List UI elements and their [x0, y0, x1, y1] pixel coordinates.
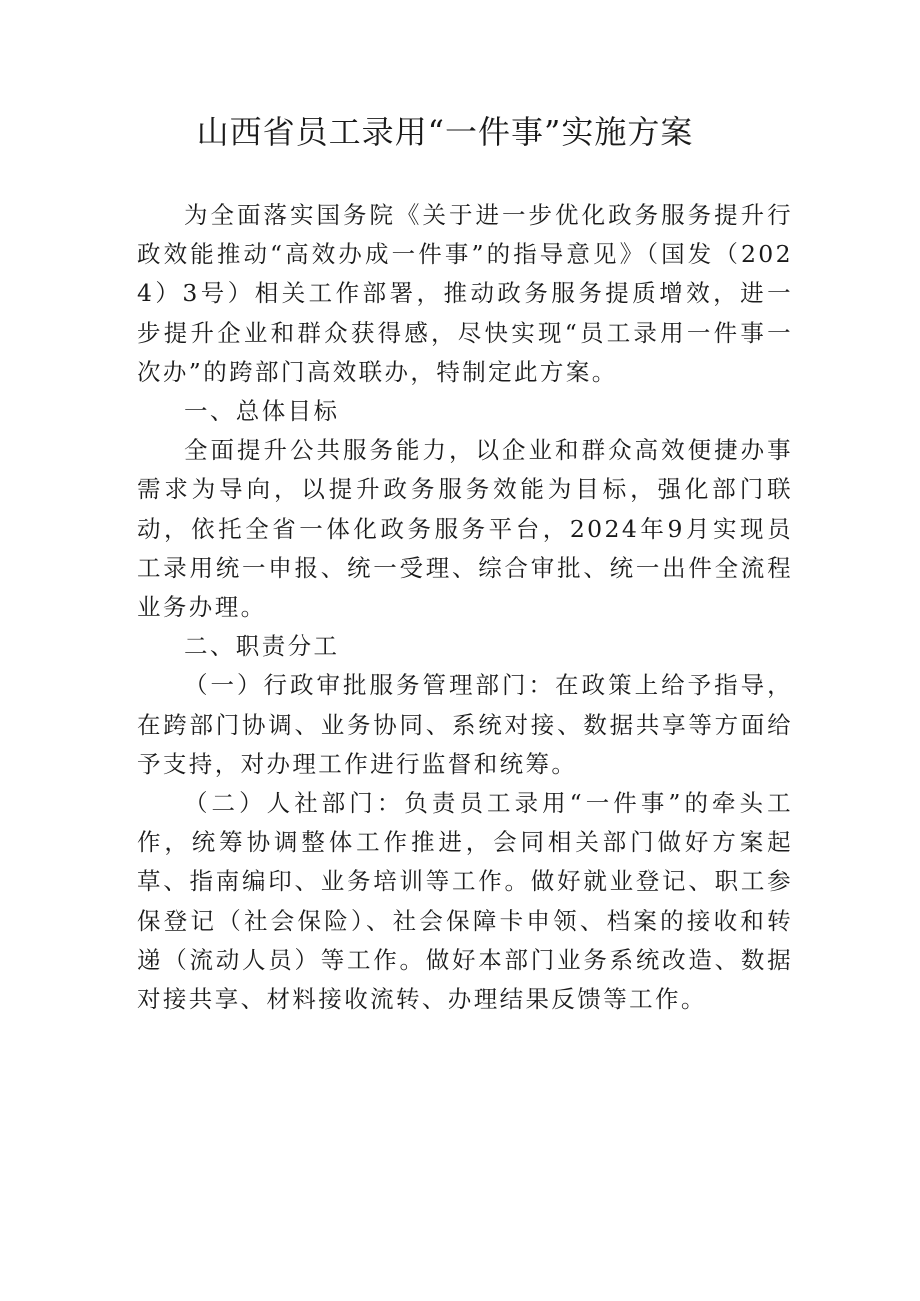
document-title: 山西省员工录用“一件事”实施方案 [196, 113, 694, 151]
duty-paragraph-approval-dept: （一）行政审批服务管理部门：在政策上给予指导，在跨部门协调、业务协同、系统对接、数据共享等方面给予支持，对办理工作进行监督和统筹。 [137, 671, 793, 778]
duty-paragraph-hr-dept: （二）人社部门：负责员工录用“一件事”的牵头工作，统筹协调整体工作推进，会同相关部门做好方案起草、指南编印、业务培训等工作。做好就业登记、职工参保登记（社会保险）、社会保障卡申领、档案的接收和转递（流动人员）等工作。做好本部门业务系统改造、数据对接共享、材料接收流转、办理结果反馈等工作。 [137, 789, 793, 1014]
section-heading-goals: 一、总体目标 [184, 397, 340, 426]
goals-paragraph: 全面提升公共服务能力，以企业和群众高效便捷办事需求为导向，以提升政务服务效能为目标，强化部门联动，依托全省一体化政务服务平台，2024年9月实现员工录用统一申报、统一受理、综合审批、统一出件全流程业务办理。 [137, 436, 793, 622]
section-heading-duties: 二、职责分工 [184, 632, 340, 661]
intro-paragraph: 为全面落实国务院《关于进一步优化政务服务提升行政效能推动“高效办成一件事”的指导意见》（国发（2024）3号）相关工作部署，推动政务服务提质增效，进一步提升企业和群众获得感，尽快实现“员工录用一件事一次办”的跨部门高效联办，特制定此方案。 [137, 201, 793, 386]
document-body [137, 196, 793, 1019]
